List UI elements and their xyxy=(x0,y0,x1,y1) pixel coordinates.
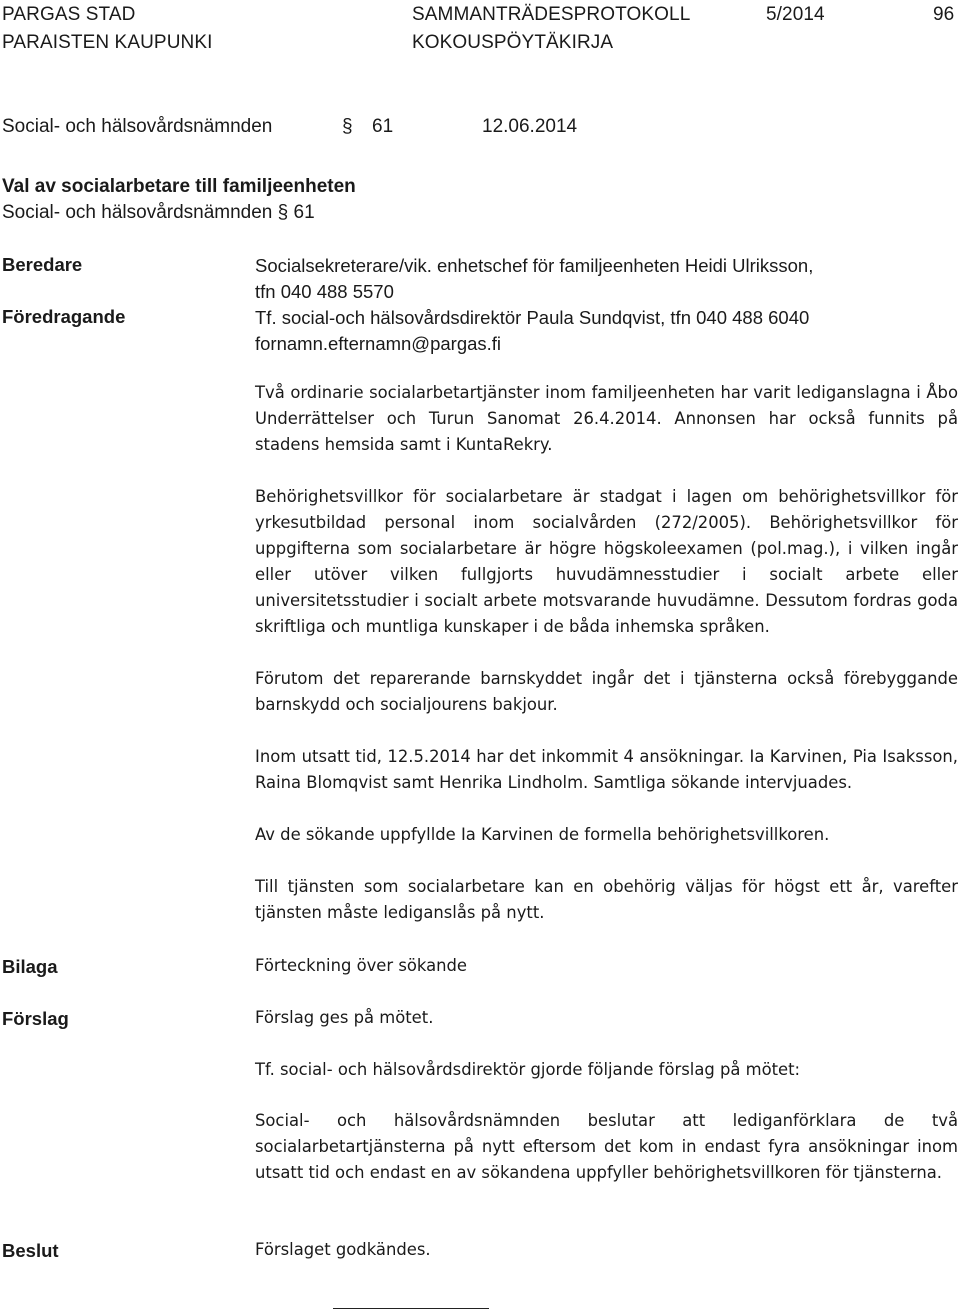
paragraph-applications: Inom utsatt tid, 12.5.2014 har det inkommit 4 ansökningar. Ia Karvinen, Pia Isaksson, Raina Blomqvist samt Henrika Lindholm. Samtliga sökande intervjuades. xyxy=(255,747,958,792)
document-type-swedish: SAMMANTRÄDESPROTOKOLL xyxy=(412,4,691,25)
signature-line xyxy=(333,1308,489,1309)
presenter-email: fornamn.efternamn@pargas.fi xyxy=(255,333,502,354)
preparer-line1: Socialsekreterare/vik. enhetschef för familjeenheten Heidi Ulriksson, xyxy=(255,255,814,276)
decision-value: Förslaget godkändes. xyxy=(255,1240,431,1259)
director-proposal-text: Social- och hälsovårdsnämnden beslutar att lediganförklara de två socialarbetartjänsterna på nytt eftersom det kom in endast fyra ansökningar inom utsatt tid och endast en av sökandena uppfyller behörighetsvillkoren för tjänsterna. xyxy=(255,1111,958,1182)
paragraph-qualifications: Behörighetsvillkor för socialarbetare är stadgat i lagen om behörighetsvillkor för yrkesutbildad personal inom socialvården (272/2005). Behörighetsvillkor för uppgifterna som socialarbetare är högre högskoleexamen (pol.mag.), i vilken ingår eller utöver vilken fullgjorts huvudämnesstudier i socialt arbete eller universitetsstudier i socialt arbete motsvarande huvudämne. Dessutom fordras goda skriftliga och muntliga kunskaper i de båda inhemska språken. xyxy=(255,487,958,636)
paragraph-unqualified-appointment: Till tjänsten som socialarbetare kan en obehörig väljas för högst ett år, varefter tjänsten måste lediganslås på nytt. xyxy=(255,877,958,922)
decision-label: Beslut xyxy=(2,1240,59,1261)
municipality-name-swedish: PARGAS STAD xyxy=(2,4,136,25)
protocol-number: 5/2014 xyxy=(766,4,825,25)
document-type-finnish: KOKOUSPÖYTÄKIRJA xyxy=(412,32,614,53)
meeting-body: Social- och hälsovårdsnämnden xyxy=(2,116,273,137)
presenter-label: Föredragande xyxy=(2,306,126,327)
attachment-value: Förteckning över sökande xyxy=(255,956,468,975)
preparer-label: Beredare xyxy=(2,254,83,275)
presenter-line1: Tf. social-och hälsovårdsdirektör Paula Sundqvist, tfn 040 488 6040 xyxy=(255,307,810,328)
section-sign-icon: § xyxy=(342,116,353,137)
paragraph-child-protection: Förutom det reparerande barnskyddet ingår det i tjänsterna också förebyggande barnskydd och socialjourens bakjour. xyxy=(255,669,958,714)
attachment-label: Bilaga xyxy=(2,956,58,977)
meeting-section: 61 xyxy=(372,116,394,137)
paragraph-vacancy-advertisement: Två ordinarie socialarbetartjänster inom familjeenheten har varit lediganslagna i Åbo Underrättelser och Turun Sanomat 26.4.2014. Annonsen har också funnits på stadens hemsida samt i KuntaRekry. xyxy=(255,383,958,454)
paragraph-qualified-applicant: Av de sökande uppfyllde Ia Karvinen de formella behörighetsvillkoren. xyxy=(255,825,830,844)
meeting-date: 12.06.2014 xyxy=(482,116,578,137)
page-number: 96 xyxy=(933,4,955,25)
preparer-phone: tfn 040 488 5570 xyxy=(255,281,394,302)
municipality-name-finnish: PARAISTEN KAUPUNKI xyxy=(2,32,213,53)
director-proposal-intro: Tf. social- och hälsovårdsdirektör gjorde följande förslag på mötet: xyxy=(255,1060,801,1079)
matter-subtitle: Social- och hälsovårdsnämnden § 61 xyxy=(2,202,315,223)
proposal-label: Förslag xyxy=(2,1008,69,1029)
matter-title: Val av socialarbetare till familjeenheten xyxy=(2,176,356,197)
proposal-value: Förslag ges på mötet. xyxy=(255,1008,434,1027)
